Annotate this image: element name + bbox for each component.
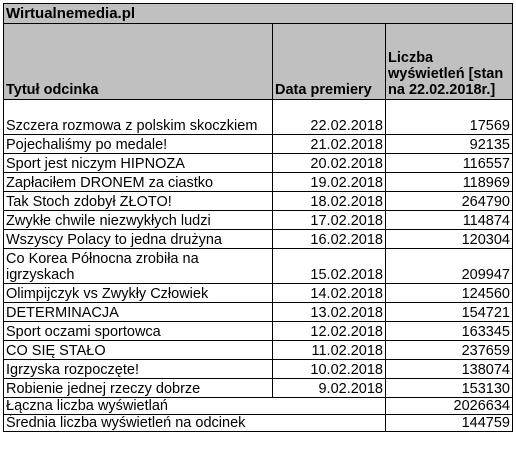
premiere-date-cell: 11.02.2018 [273, 341, 386, 360]
summary-value-cell: 144759 [386, 415, 513, 432]
table-row [4, 379, 513, 398]
episode-title-cell: Igrzyska rozpoczęte! [4, 360, 273, 379]
view-count-cell: 116557 [386, 154, 513, 173]
episode-title-cell: Olimpijczyk vs Zwykły Człowiek [4, 284, 273, 303]
episode-rows [4, 100, 513, 398]
episode-title-cell: Szczera rozmowa z polskim skoczkiem [4, 100, 273, 135]
premiere-date-cell: 20.02.2018 [273, 154, 386, 173]
table-row [4, 360, 513, 379]
summary-label-cell: Łączna liczba wyświetlań [4, 398, 386, 415]
episode-title-cell: Robienie jednej rzeczy dobrze [4, 379, 273, 398]
premiere-date-cell: 21.02.2018 [273, 135, 386, 154]
episode-title-cell: Co Korea Północna zrobiła na igrzyskach [4, 249, 273, 284]
total-rows [4, 398, 513, 432]
view-count-cell: 124560 [386, 284, 513, 303]
view-count-cell: 153130 [386, 379, 513, 398]
premiere-date-cell: 18.02.2018 [273, 192, 386, 211]
table-row [4, 173, 513, 192]
source-row [4, 4, 513, 24]
episode-views-table [3, 3, 513, 432]
episode-title-cell: Pojechaliśmy po medale! [4, 135, 273, 154]
view-count-cell: 138074 [386, 360, 513, 379]
episode-title-cell: CO SIĘ STAŁO [4, 341, 273, 360]
episode-title-cell: DETERMINACJA [4, 303, 273, 322]
source-site-name: Wirtualnemedia.pl [4, 4, 513, 24]
view-count-cell: 154721 [386, 303, 513, 322]
episode-title-cell: Zapłaciłem DRONEM za ciastko [4, 173, 273, 192]
view-count-cell: 209947 [386, 249, 513, 284]
table-row [4, 135, 513, 154]
episode-title-cell: Sport oczami sportowca [4, 322, 273, 341]
table-row [4, 341, 513, 360]
header-premiere-date: Data premiery [273, 24, 386, 100]
premiere-date-cell: 9.02.2018 [273, 379, 386, 398]
view-count-cell: 163345 [386, 322, 513, 341]
total-views-row [4, 398, 513, 415]
table-row [4, 322, 513, 341]
premiere-date-cell: 15.02.2018 [273, 249, 386, 284]
episode-title-cell: Sport jest niczym HIPNOZA [4, 154, 273, 173]
view-count-cell: 114874 [386, 211, 513, 230]
table-row [4, 154, 513, 173]
premiere-date-cell: 16.02.2018 [273, 230, 386, 249]
view-count-cell: 237659 [386, 341, 513, 360]
table-row [4, 192, 513, 211]
premiere-date-cell: 19.02.2018 [273, 173, 386, 192]
average-views-row [4, 415, 513, 432]
premiere-date-cell: 17.02.2018 [273, 211, 386, 230]
episode-title-cell: Tak Stoch zdobył ZŁOTO! [4, 192, 273, 211]
view-count-cell: 264790 [386, 192, 513, 211]
summary-value-cell: 2026634 [386, 398, 513, 415]
view-count-cell: 92135 [386, 135, 513, 154]
table-row [4, 100, 513, 135]
summary-label-cell: Średnia liczba wyświetleń na odcinek [4, 415, 386, 432]
table-row [4, 211, 513, 230]
premiere-date-cell: 12.02.2018 [273, 322, 386, 341]
header-row [4, 24, 513, 100]
episode-title-cell: Wszyscy Polacy to jedna drużyna [4, 230, 273, 249]
episode-title-cell: Zwykłe chwile niezwykłych ludzi [4, 211, 273, 230]
premiere-date-cell: 13.02.2018 [273, 303, 386, 322]
table-row [4, 249, 513, 284]
premiere-date-cell: 10.02.2018 [273, 360, 386, 379]
table-row [4, 284, 513, 303]
header-episode-title: Tytuł odcinka [4, 24, 273, 100]
view-count-cell: 17569 [386, 100, 513, 135]
table-row [4, 303, 513, 322]
premiere-date-cell: 22.02.2018 [273, 100, 386, 135]
view-count-cell: 120304 [386, 230, 513, 249]
header-view-count: Liczba wyświetleń [stan na 22.02.2018r.] [386, 24, 513, 100]
table-row [4, 230, 513, 249]
view-count-cell: 118969 [386, 173, 513, 192]
premiere-date-cell: 14.02.2018 [273, 284, 386, 303]
